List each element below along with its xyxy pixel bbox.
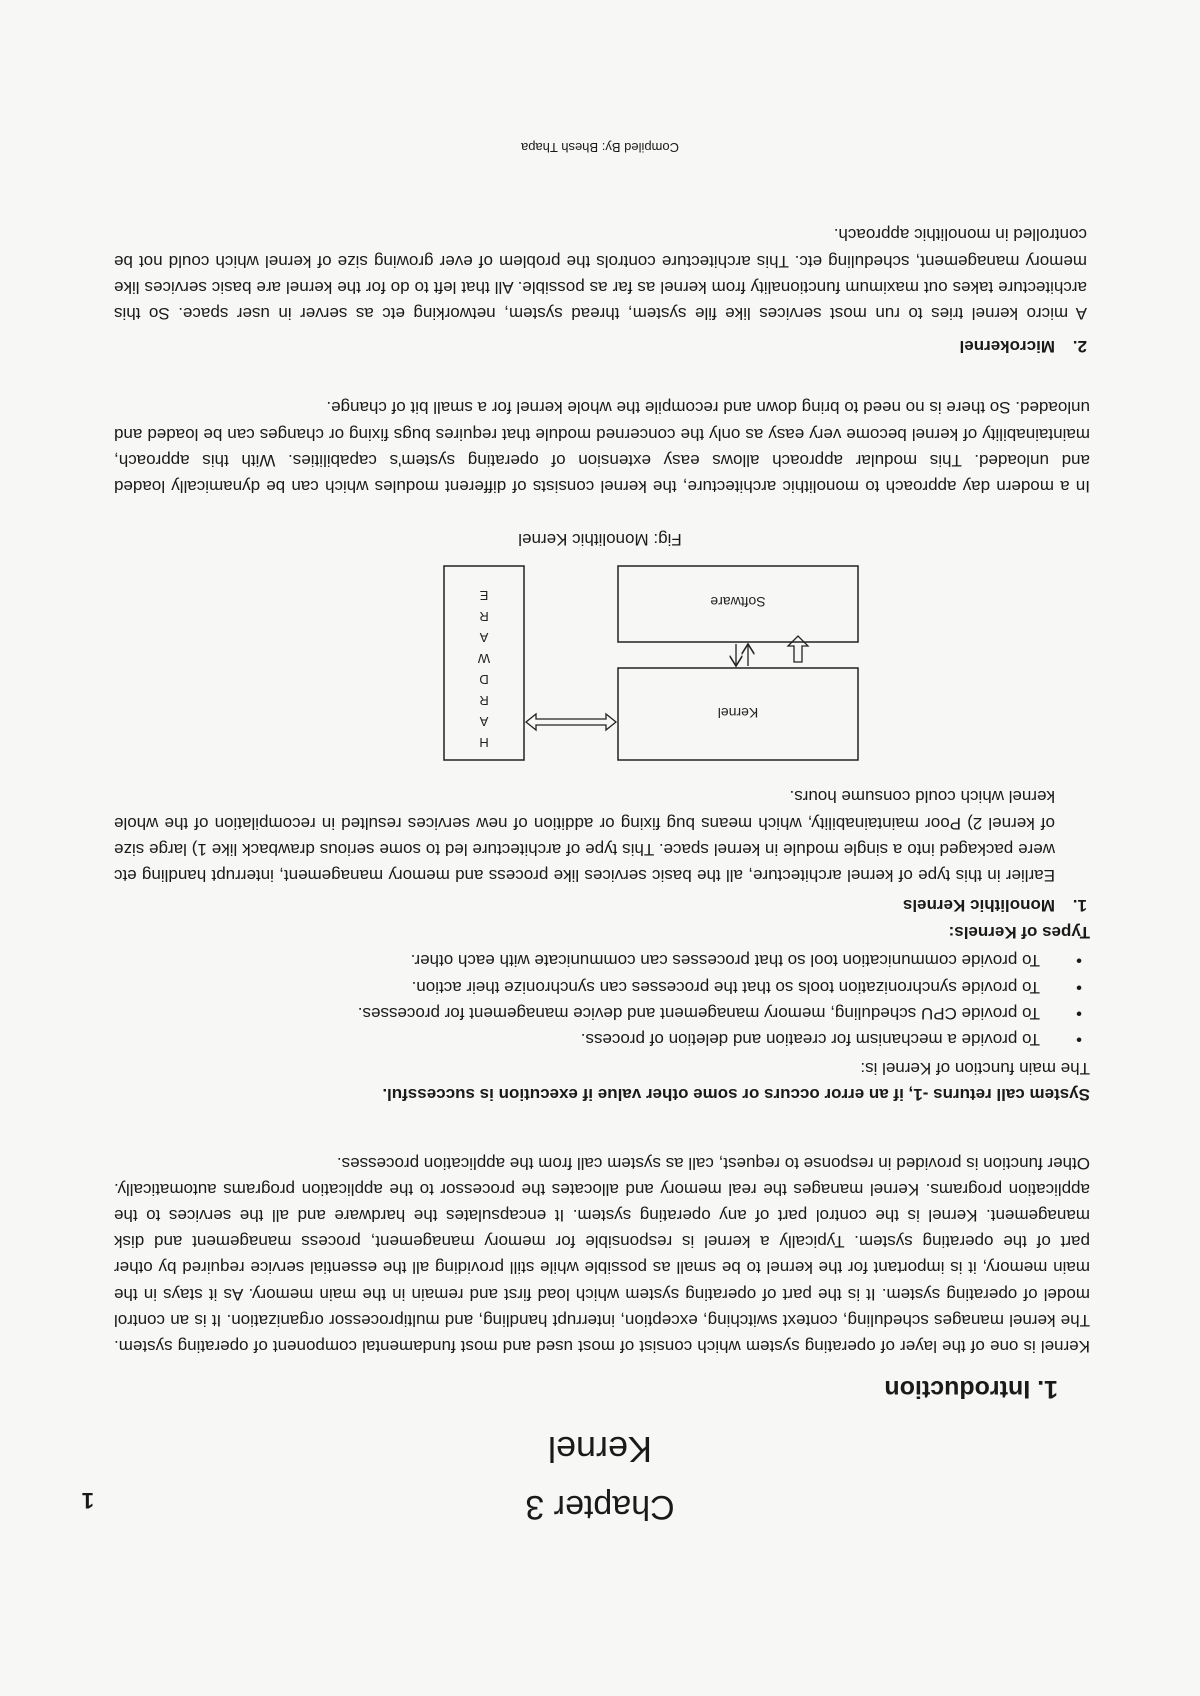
hardware-letter: E [479, 588, 489, 603]
monolithic-kernel-diagram [440, 562, 860, 762]
list-item: • To provide CPU scheduling, memory management and device management for processes. [130, 1000, 1090, 1026]
hardware-letter: A [479, 630, 489, 645]
main-functions-list [130, 947, 1090, 1052]
double-arrow-icon [526, 714, 616, 730]
list-item: • To provide a mechanism for creation and deletion of process. [130, 1026, 1090, 1052]
subheading-monolithic [903, 895, 1087, 915]
hardware-letter: R [479, 609, 489, 624]
figure-caption: Fig: Monolithic Kernel [518, 530, 682, 549]
footer-credit: Compiled By: Bhesh Thapa [520, 140, 680, 155]
subheading-label: Monolithic Kernels [902, 896, 1055, 915]
hardware-letter: H [479, 735, 489, 750]
modular-paragraph: In a modern day approach to monolithic architecture, the kernel consists of different modules which can be dynamically loaded and unloaded. This modular approach allows easy extension of operating system's capabilities. With this approach, maintainability of kernel become very easy as only the concerned module that requires bugs fixing or changes can be loaded and unloaded. So there is no need to bring down and recompile the whole kernel for a small bit of change. [114, 398, 1090, 496]
subheading-microkernel [960, 336, 1087, 356]
hardware-letter: W [477, 651, 491, 666]
intro-paragraph: Kernel is one of the layer of operating system which consist of most used and most fundamental component of operating system. The kernel manages scheduling, context switching, exception, interrupt handling, and multiprocessor organization. It is an control model of operating system. It is the part of operating system which load first and remain in the main memory. As it stays in the main memory, it is important for the kernel to be small as possible while still providing all the essential service required by other part of the operating system. Typically a kernel is responsible for memory management, process management and disk management. Kernel is the control part of any operating system. It encapsulates the hardware and all the services to the application programs. Kernel manages the real memory and allocates the processor to the application programs automatically. Other function is provided in response to request, call as system call from the application processes. [114, 1153, 1090, 1356]
kernel-label: Kernel [717, 705, 759, 721]
software-label: Software [710, 594, 766, 610]
hardware-letter: A [479, 714, 489, 729]
subheading-label: Microkernel [959, 337, 1055, 356]
hardware-letter: D [479, 672, 489, 687]
monolithic-paragraph: Earlier in this type of kernel architecture, all the basic services like process and memory management, interrupt handling etc were packaged into a single module in kernel space. This type of architecture led to some serious drawback like 1) large size of kernel 2) Poor maintainability, which means bug fixing or addition of new services resulted in recompilation of the whole kernel which could consume hours. [114, 787, 1055, 885]
page-title: Kernel [547, 1429, 653, 1470]
types-heading: Types of Kernels: [948, 923, 1090, 942]
page-number: 1 [81, 1488, 94, 1513]
kernel-software-arrows [736, 636, 808, 666]
arrow-down-icon [788, 636, 808, 662]
hardware-letter: R [479, 693, 489, 708]
microkernel-paragraph: A micro kernel tries to run most services like file system, thread system, networking etc as server in user space. So this architecture takes out maximum functionality from kernel as far as possible. All that left to do for the kernel are basic services like memory management, scheduling etc. This architecture controls the problem of ever growing size of kernel which could not be controlled in monolithic approach. [114, 225, 1087, 323]
subheading-number: 2. [1072, 337, 1087, 356]
subheading-number: 1. [1072, 896, 1087, 915]
system-call-line: System call returns -1, if an error occurs or some other value if execution is successful. [382, 1085, 1090, 1104]
list-item: • To provide synchronization tools so that the processes can synchronize their action. [130, 973, 1090, 999]
list-item: • To provide communication tool so that processes can communicate with each other. [130, 947, 1090, 973]
chapter-label: Chapter 3 [525, 1488, 675, 1526]
section-heading-introduction: 1. Introduction [884, 1375, 1058, 1403]
main-function-intro: The main function of Kernel is: [860, 1059, 1090, 1078]
